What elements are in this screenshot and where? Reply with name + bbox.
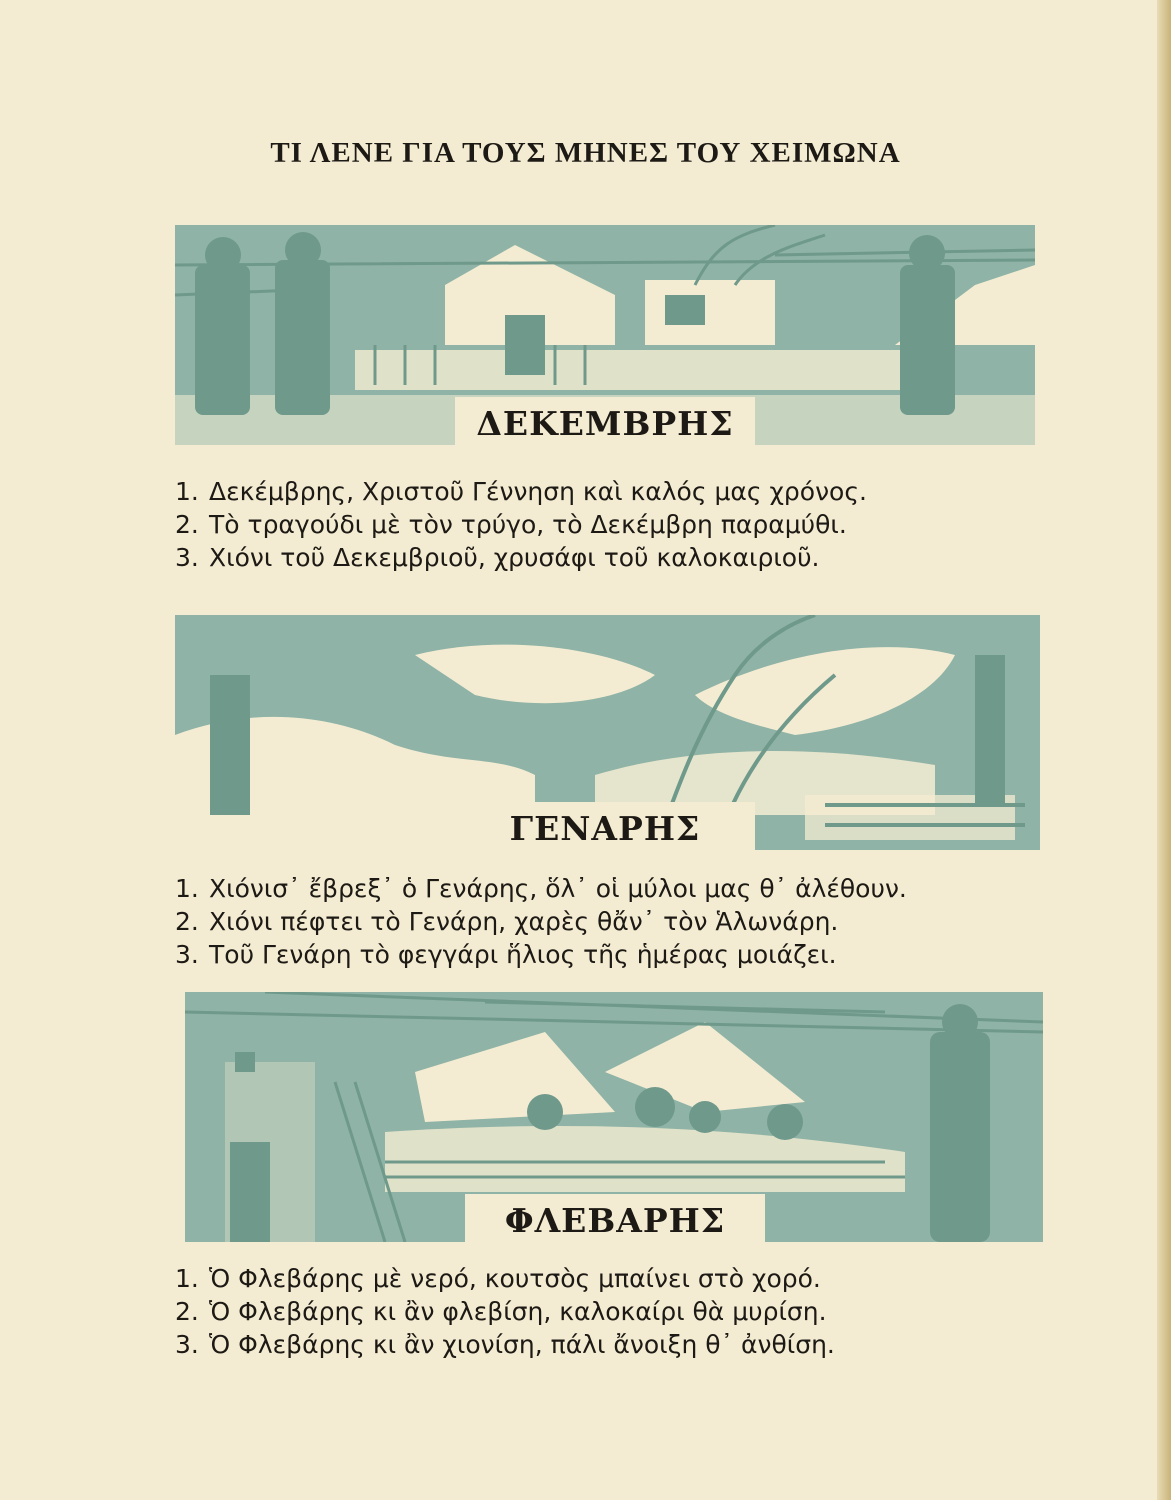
proverb-item: 3. Τοῦ Γενάρη τὸ φεγγάρι ἥλιος τῆς ἡμέρας μοιάζει.	[175, 940, 837, 969]
page-edge	[1157, 0, 1171, 1500]
proverb-item: 3. Χιόνι τοῦ Δεκεμβριοῦ, χρυσάφι τοῦ καλοκαιριοῦ.	[175, 543, 820, 572]
december-woodcut	[175, 225, 1035, 445]
february-woodcut	[185, 992, 1043, 1242]
proverb-list-january	[175, 872, 907, 971]
month-heading-february: ΦΛΕΒΑΡΗΣ	[465, 1194, 765, 1242]
page-title: ΤΙ ΛΕΝΕ ΓΙΑ ΤΟΥΣ ΜΗΝΕΣ ΤΟΥ ΧΕΙΜΩΝΑ	[270, 137, 901, 170]
proverb-item: 1. Ὁ Φλεβάρης μὲ νερό, κουτσὸς μπαίνει στὸ χορό.	[175, 1264, 821, 1293]
proverb-item: 2. Τὸ τραγούδι μὲ τὸν τρύγο, τὸ Δεκέμβρη παραμύθι.	[175, 510, 847, 539]
proverb-item: 1. Χιόνισ᾿ ἔβρεξ᾿ ὁ Γενάρης, ὅλ᾿ οἱ μύλοι μας θ᾿ ἀλέθουν.	[175, 874, 907, 903]
proverb-item: 2. Ὁ Φλεβάρης κι ἂν φλεβίση, καλοκαίρι θὰ μυρίση.	[175, 1297, 827, 1326]
month-heading-december: ΔΕΚΕΜΒΡΗΣ	[455, 397, 755, 445]
proverb-list-february	[175, 1262, 835, 1361]
proverb-item: 1. Δεκέμβρης, Χριστοῦ Γέννηση καὶ καλός μας χρόνος.	[175, 477, 867, 506]
proverb-item: 2. Χιόνι πέφτει τὸ Γενάρη, χαρὲς θἄν᾿ τὸν Ἁλωνάρη.	[175, 907, 839, 936]
proverb-item: 3. Ὁ Φλεβάρης κι ἂν χιονίση, πάλι ἄνοιξη θ᾿ ἀνθίση.	[175, 1330, 835, 1359]
proverb-list-december	[175, 475, 867, 574]
month-heading-january: ΓΕΝΑΡΗΣ	[455, 802, 755, 850]
january-woodcut	[175, 615, 1040, 850]
